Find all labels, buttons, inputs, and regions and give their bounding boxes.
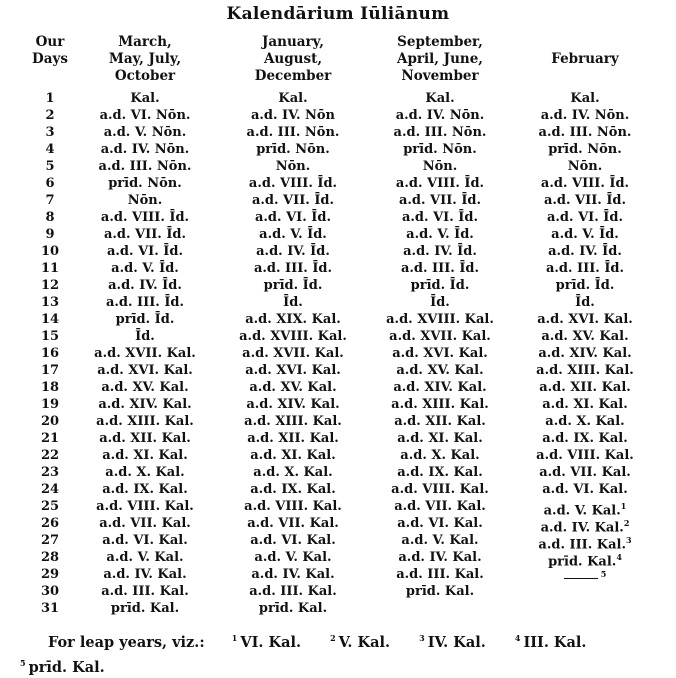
table-row	[0, 447, 676, 464]
march-may-july-october-cell: a.d. III. Kal.	[101, 584, 189, 599]
table-row	[0, 532, 676, 553]
march-may-july-october-cell: a.d. VI. Kal.	[102, 533, 188, 548]
day-cell: 14	[40, 312, 60, 327]
table-row	[0, 260, 676, 277]
march-may-july-october-cell: Kal.	[130, 91, 160, 106]
february-cell: a.d. V. Kal.$^1$	[543, 501, 627, 519]
february-cell: a.d. X. Kal.	[545, 414, 625, 429]
september-april-june-november-cell: Nōn.	[422, 159, 458, 174]
day-cell: 3	[45, 125, 55, 140]
table-row	[0, 90, 676, 107]
day-cell: 17	[40, 363, 60, 378]
january-august-december-cell: prīd. Īd.	[263, 278, 323, 293]
september-april-june-november-cell: prīd. Īd.	[410, 278, 470, 293]
page-title: Kalendārium Iūliānum	[226, 4, 450, 24]
february-cell: prīd. Īd.	[555, 278, 615, 293]
september-april-june-november-cell: Īd.	[430, 295, 450, 310]
february-cell: a.d. IV. Nōn.	[540, 108, 630, 123]
table-row	[0, 328, 676, 345]
table-row	[0, 464, 676, 481]
table-row	[0, 209, 676, 226]
february-cell: a.d. IX. Kal.	[542, 431, 628, 446]
september-april-june-november-cell: a.d. VIII. Īd.	[395, 176, 485, 191]
march-may-july-october-cell: a.d. IV. Nōn.	[100, 142, 190, 157]
september-april-june-november-cell: a.d. IV. Īd.	[403, 244, 477, 259]
january-august-december-cell: a.d. IV. Nōn	[250, 108, 336, 123]
january-august-december-cell: a.d. V. Īd.	[259, 227, 327, 242]
september-april-june-november-cell: a.d. V. Īd.	[406, 227, 474, 242]
january-august-december-cell: Nōn.	[275, 159, 311, 174]
february-cell: a.d. VIII. Īd.	[540, 176, 630, 191]
table-row	[0, 396, 676, 413]
day-cell: 28	[40, 550, 60, 565]
february-cell: prīd. Nōn.	[548, 142, 622, 157]
march-may-july-october-cell: a.d. VI. Īd.	[106, 244, 183, 259]
january-august-december-cell: a.d. XIII. Kal.	[244, 414, 342, 429]
september-april-june-november-cell: prīd. Kal.	[405, 584, 475, 599]
january-august-december-cell: Īd.	[283, 295, 303, 310]
september-april-june-november-cell: a.d. VI. Īd.	[401, 210, 478, 225]
september-april-june-november-cell: a.d. XIII. Kal.	[391, 397, 489, 412]
february-cell: a.d. XIV. Kal.	[538, 346, 632, 361]
february-cell: Kal.	[570, 91, 600, 106]
table-row	[0, 175, 676, 192]
day-cell: 6	[45, 176, 55, 191]
march-may-july-october-cell: prīd. Īd.	[115, 312, 175, 327]
january-august-december-cell: a.d. VIII. Kal.	[244, 499, 342, 514]
february-cell: a.d. XII. Kal.	[539, 380, 631, 395]
january-august-december-cell: a.d. III. Īd.	[253, 261, 333, 276]
january-august-december-cell: a.d. X. Kal.	[253, 465, 333, 480]
february-cell: a.d. VI. Īd.	[546, 210, 623, 225]
day-cell: 12	[40, 278, 60, 293]
table-row	[0, 413, 676, 430]
january-august-december-cell: a.d. IV. Kal.	[251, 567, 335, 582]
table-row	[0, 379, 676, 396]
day-cell: 1	[45, 91, 55, 106]
table-row	[0, 158, 676, 175]
table-row	[0, 192, 676, 209]
day-cell: 31	[40, 601, 60, 616]
february-cell: a.d. XVI. Kal.	[537, 312, 633, 327]
table-row	[0, 481, 676, 498]
march-may-july-october-cell: a.d. VIII. Kal.	[96, 499, 194, 514]
february-cell: prīd. Kal.$^4$	[548, 552, 622, 570]
january-august-december-cell: a.d. XI. Kal.	[250, 448, 336, 463]
day-cell: 23	[40, 465, 60, 480]
september-april-june-november-cell: a.d. IV. Kal.	[398, 550, 482, 565]
day-cell: 21	[40, 431, 60, 446]
march-may-july-october-cell: a.d. XV. Kal.	[101, 380, 189, 395]
january-august-december-cell: a.d. III. Kal.	[249, 584, 337, 599]
january-august-december-cell: a.d. IX. Kal.	[250, 482, 336, 497]
march-may-july-october-cell: a.d. VII. Kal.	[99, 516, 191, 531]
september-april-june-november-cell: a.d. XI. Kal.	[397, 431, 483, 446]
february-cell: a.d. VI. Kal.	[542, 482, 628, 497]
march-may-july-october-cell: a.d. XVII. Kal.	[94, 346, 196, 361]
january-august-december-cell: a.d. XVIII. Kal.	[239, 329, 347, 344]
september-april-june-november-cell: a.d. V. Kal.	[401, 533, 479, 548]
day-cell: 10	[40, 244, 60, 259]
february-cell: a.d. IV. Kal.$^2$	[540, 518, 630, 536]
september-april-june-november-cell: a.d. XV. Kal.	[396, 363, 484, 378]
day-cell: 29	[40, 567, 60, 582]
footnote-mark: 1	[620, 501, 627, 511]
footnote-item: $^1$ VI. Kal.	[231, 633, 302, 651]
footnote-intro: For leap years, viz.:	[48, 633, 205, 651]
january-august-december-cell: a.d. V. Kal.	[254, 550, 332, 565]
february-cell: a.d. V. Īd.	[551, 227, 619, 242]
january-august-december-cell: a.d. III. Nōn.	[246, 125, 340, 140]
footnote-item: $^2$ V. Kal.	[330, 633, 391, 651]
september-april-june-november-cell: a.d. IV. Nōn.	[395, 108, 485, 123]
march-may-july-october-cell: a.d. IV. Kal.	[103, 567, 187, 582]
march-may-july-october-cell: a.d. VII. Īd.	[103, 227, 187, 242]
january-august-december-cell: a.d. XIX. Kal.	[245, 312, 341, 327]
january-august-december-cell: a.d. XIV. Kal.	[246, 397, 340, 412]
march-may-july-october-cell: a.d. III. Īd.	[105, 295, 185, 310]
january-august-december-cell: a.d. VI. Īd.	[254, 210, 331, 225]
february-cell: Īd.	[575, 295, 595, 310]
table-row	[0, 243, 676, 260]
day-cell: 8	[45, 210, 55, 225]
table-row	[0, 430, 676, 447]
table-row	[0, 515, 676, 536]
march-may-july-october-cell: a.d. V. Nōn.	[103, 125, 187, 140]
table-row	[0, 583, 676, 600]
table-row	[0, 498, 676, 519]
september-april-june-november-cell: a.d. III. Īd.	[400, 261, 480, 276]
january-august-december-cell: prīd. Kal.	[258, 601, 328, 616]
february-cell: a.d. VII. Kal.	[539, 465, 631, 480]
march-may-july-october-cell: a.d. XIII. Kal.	[96, 414, 194, 429]
table-row	[0, 345, 676, 362]
leap-year-footnote	[20, 628, 670, 678]
september-april-june-november-cell: a.d. XVIII. Kal.	[386, 312, 494, 327]
day-cell: 4	[45, 142, 55, 157]
table-row	[0, 294, 676, 311]
header-february: February	[551, 51, 619, 67]
day-cell: 30	[40, 584, 60, 599]
day-cell: 11	[40, 261, 60, 276]
september-april-june-november-cell: a.d. XIV. Kal.	[393, 380, 487, 395]
march-may-july-october-cell: a.d. XI. Kal.	[102, 448, 188, 463]
september-april-june-november-cell: a.d. XVII. Kal.	[389, 329, 491, 344]
header-days: Our Days	[32, 34, 68, 67]
header-september-april-june-november: September, April, June, November	[397, 34, 483, 84]
march-may-july-october-cell: Īd.	[135, 329, 155, 344]
january-august-december-cell: a.d. XVI. Kal.	[245, 363, 341, 378]
february-cell: a.d. III. Kal.$^3$	[538, 535, 632, 553]
table-row	[0, 124, 676, 141]
table-row	[0, 277, 676, 294]
september-april-june-november-cell: Kal.	[425, 91, 455, 106]
march-may-july-october-cell: a.d. IX. Kal.	[102, 482, 188, 497]
day-cell: 7	[45, 193, 55, 208]
day-cell: 9	[45, 227, 55, 242]
march-may-july-october-cell: a.d. V. Īd.	[111, 261, 179, 276]
january-august-december-cell: a.d. XVII. Kal.	[242, 346, 344, 361]
omitted-day-dash	[564, 578, 598, 579]
february-cell: a.d. IV. Īd.	[548, 244, 622, 259]
september-april-june-november-cell: a.d. III. Nōn.	[393, 125, 487, 140]
january-august-december-cell: a.d. IV. Īd.	[256, 244, 330, 259]
footnote-mark: 4	[616, 552, 622, 562]
day-cell: 24	[40, 482, 60, 497]
table-row	[0, 107, 676, 124]
march-may-july-october-cell: a.d. IV. Īd.	[108, 278, 182, 293]
header-january-august-december: January, August, December	[254, 34, 332, 84]
january-august-december-cell: a.d. XII. Kal.	[247, 431, 339, 446]
day-cell: 18	[40, 380, 60, 395]
january-august-december-cell: a.d. XV. Kal.	[249, 380, 337, 395]
september-april-june-november-cell: a.d. IX. Kal.	[397, 465, 483, 480]
table-row	[0, 311, 676, 328]
march-may-july-october-cell: a.d. XII. Kal.	[99, 431, 191, 446]
january-august-december-cell: a.d. VIII. Īd.	[248, 176, 338, 191]
september-april-june-november-cell: a.d. VII. Īd.	[398, 193, 482, 208]
header-march-may-july-october: March, May, July, October	[108, 34, 182, 84]
february-cell: a.d. VII. Īd.	[543, 193, 627, 208]
day-cell: 27	[40, 533, 60, 548]
february-cell: a.d. XV. Kal.	[541, 329, 629, 344]
january-august-december-cell: Kal.	[278, 91, 308, 106]
table-row	[0, 226, 676, 243]
january-august-december-cell: prīd. Nōn.	[256, 142, 330, 157]
day-cell: 20	[40, 414, 60, 429]
september-april-june-november-cell: a.d. VIII. Kal.	[391, 482, 489, 497]
day-cell: 22	[40, 448, 60, 463]
january-august-december-cell: a.d. VII. Īd.	[251, 193, 335, 208]
september-april-june-november-cell: a.d. X. Kal.	[400, 448, 480, 463]
september-april-june-november-cell: prīd. Nōn.	[403, 142, 477, 157]
march-may-july-october-cell: Nōn.	[127, 193, 163, 208]
day-cell: 26	[40, 516, 60, 531]
table-row	[0, 141, 676, 158]
day-cell: 2	[45, 108, 55, 123]
march-may-july-october-cell: a.d. XIV. Kal.	[98, 397, 192, 412]
table-row	[0, 362, 676, 379]
footnote-item: $^3$ IV. Kal.	[419, 633, 486, 651]
footnote-mark: 2	[623, 518, 630, 528]
day-cell: 5	[45, 159, 55, 174]
table-row	[0, 566, 676, 583]
september-april-june-november-cell: a.d. XII. Kal.	[394, 414, 486, 429]
day-cell: 16	[40, 346, 60, 361]
february-cell: a.d. XIII. Kal.	[536, 363, 634, 378]
footnote-mark: 5	[600, 569, 607, 579]
february-cell: a.d. III. Īd.	[545, 261, 625, 276]
march-may-july-october-cell: prīd. Kal.	[110, 601, 180, 616]
day-cell: 19	[40, 397, 60, 412]
september-april-june-november-cell: a.d. XVI. Kal.	[392, 346, 488, 361]
january-august-december-cell: a.d. VII. Kal.	[247, 516, 339, 531]
march-may-july-october-cell: a.d. V. Kal.	[106, 550, 184, 565]
day-cell: 13	[40, 295, 60, 310]
day-cell: 15	[40, 329, 60, 344]
march-may-july-october-cell: a.d. VI. Nōn.	[99, 108, 191, 123]
footnote-item: $^4$ III. Kal.	[514, 633, 587, 651]
march-may-july-october-cell: prīd. Nōn.	[108, 176, 182, 191]
september-april-june-november-cell: a.d. VI. Kal.	[397, 516, 483, 531]
day-cell: 25	[40, 499, 60, 514]
january-august-december-cell: a.d. VI. Kal.	[250, 533, 336, 548]
table-row	[0, 549, 676, 570]
february-cell: Nōn.	[567, 159, 603, 174]
february-cell: a.d. XI. Kal.	[542, 397, 628, 412]
march-may-july-october-cell: a.d. III. Nōn.	[98, 159, 192, 174]
footnote-item: $^5$ prīd. Kal.	[20, 657, 105, 676]
march-may-july-october-cell: a.d. XVI. Kal.	[97, 363, 193, 378]
table-row	[0, 600, 676, 617]
calendar-table	[0, 90, 676, 617]
march-may-july-october-cell: a.d. X. Kal.	[105, 465, 185, 480]
september-april-june-november-cell: a.d. VII. Kal.	[394, 499, 486, 514]
september-april-june-november-cell: a.d. III. Kal.	[396, 567, 484, 582]
march-may-july-october-cell: a.d. VIII. Īd.	[100, 210, 190, 225]
february-cell: a.d. VIII. Kal.	[536, 448, 634, 463]
february-cell: a.d. III. Nōn.	[538, 125, 632, 140]
footnote-mark: 3	[626, 535, 632, 545]
